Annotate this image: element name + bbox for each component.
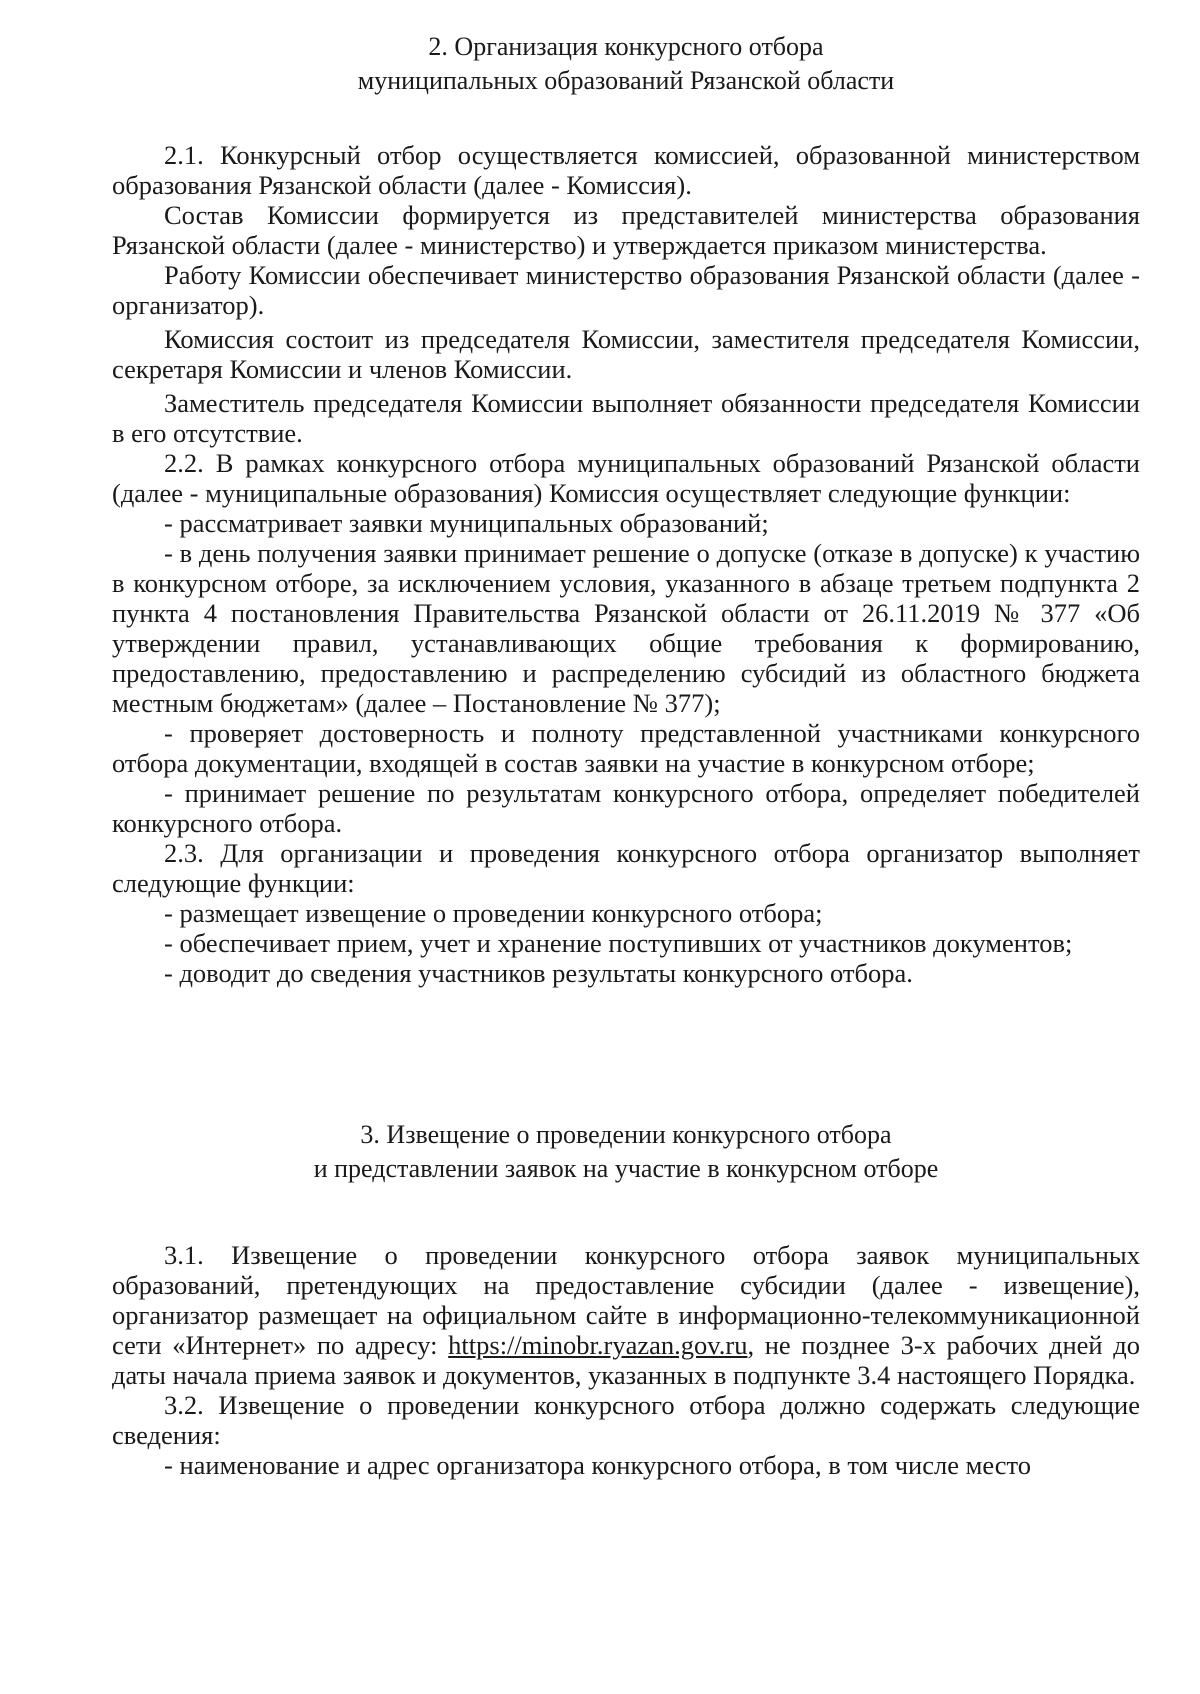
- section-3-body: [112, 1240, 1140, 1480]
- section-3-heading: [112, 1118, 1140, 1186]
- section-3-heading-line-1: 3. Извещение о проведении конкурсного отбора: [360, 1120, 892, 1149]
- ministry-website-link[interactable]: https://minobr.ryazan.gov.ru: [448, 1330, 748, 1360]
- section-2-body: [112, 140, 1140, 988]
- paragraph-2-2: 2.2. В рамках конкурсного отбора муниципальных образований Рязанской области (далее - муниципальные образования) Комиссия осуществляет следующие функции:: [112, 448, 1140, 508]
- paragraph-3-1-text: 3.1. Извещение о проведении конкурсного отбора заявок муниципальных образований, претендующих на предоставление субсидии (далее - извещение), организатор размещает на официальном сайте в информационно-телекоммуникационной сети «Интернет» по адресу:: [112, 1240, 1140, 1360]
- paragraph-commission-work: Работу Комиссии обеспечивает министерство образования Рязанской области (далее - организатор).: [112, 260, 1140, 320]
- list-item-results-decision: - принимает решение по результатам конкурсного отбора, определяет победителей конкурсного отбора.: [112, 778, 1140, 838]
- paragraph-commission-composition: Состав Комиссии формируется из представителей министерства образования Рязанской области (далее - министерство) и утверждается приказом министерства.: [112, 200, 1140, 260]
- section-3-heading-line-2: и представлении заявок на участие в конкурсном отборе: [313, 1154, 939, 1183]
- list-item-review-applications: - рассматривает заявки муниципальных образований;: [164, 508, 769, 538]
- list-item-announce-results: - доводит до сведения участников результаты конкурсного отбора.: [164, 958, 913, 988]
- section-2-heading-line-1: 2. Организация конкурсного отбора: [428, 32, 824, 61]
- list-item-organizer-address: - наименование и адрес организатора конкурсного отбора, в том числе место: [164, 1450, 1032, 1480]
- paragraph-3-1-text-end: , не позднее 3-х рабочих дней до даты начала приема заявок и документов, указанных в подпункте 3.4 настоящего Порядка.: [112, 1330, 1140, 1390]
- section-2-heading-line-2: муниципальных образований Рязанской области: [357, 66, 895, 95]
- paragraph-3-2: 3.2. Извещение о проведении конкурсного отбора должно содержать следующие сведения:: [112, 1390, 1140, 1450]
- list-item-document-handling: - обеспечивает прием, учет и хранение поступивших от участников документов;: [164, 928, 1073, 958]
- list-item-admission-decision: - в день получения заявки принимает решение о допуске (отказе в допуске) к участию в конкурсном отборе, за исключением условия, указанного в абзаце третьем подпункта 2 пункта 4 постановления Правительства Рязанской области от 26.11.2019 № 377 «Об утверждении правил, устанавливающих общие требования к формированию, предоставлению, предоставлению и распределению субсидий из областного бюджета местным бюджетам» (далее – Постановление № 377);: [112, 538, 1140, 718]
- paragraph-deputy-chairman: Заместитель председателя Комиссии выполняет обязанности председателя Комиссии в его отсутствие.: [112, 388, 1140, 448]
- paragraph-3-1: [112, 1240, 1140, 1390]
- section-2-heading: [112, 30, 1140, 98]
- paragraph-commission-members: Комиссия состоит из председателя Комиссии, заместителя председателя Комиссии, секретаря Комиссии и членов Комиссии.: [112, 324, 1140, 384]
- list-item-publish-notice: - размещает извещение о проведении конкурсного отбора;: [164, 898, 823, 928]
- paragraph-2-3: 2.3. Для организации и проведения конкурсного отбора организатор выполняет следующие функции:: [112, 838, 1140, 898]
- paragraph-2-1: 2.1. Конкурсный отбор осуществляется комиссией, образованной министерством образования Рязанской области (далее - Комиссия).: [112, 140, 1140, 200]
- list-item-verify-documents: - проверяет достоверность и полноту представленной участниками конкурсного отбора документации, входящей в состав заявки на участие в конкурсном отборе;: [112, 718, 1140, 778]
